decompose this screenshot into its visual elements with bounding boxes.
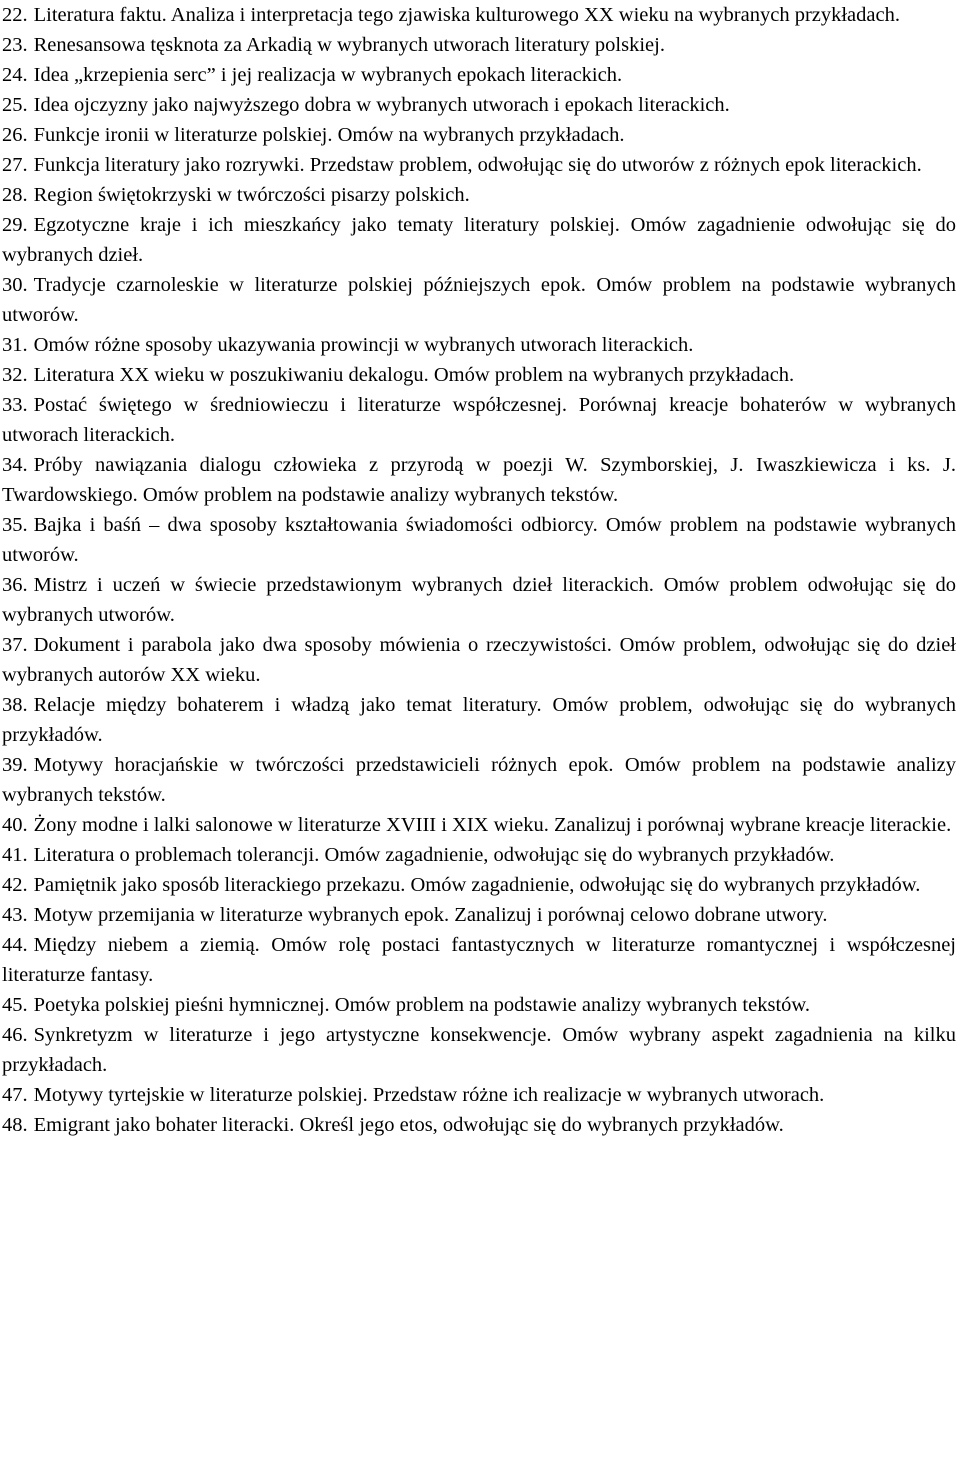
list-item bbox=[2, 1110, 956, 1140]
item-number: 42. bbox=[2, 874, 28, 896]
list-item bbox=[2, 150, 956, 180]
item-text: Literatura XX wieku w poszukiwaniu dekalogu. Omów problem na wybranych przykładach. bbox=[33, 364, 795, 386]
list-item bbox=[2, 570, 956, 630]
list-item bbox=[2, 810, 956, 840]
item-number: 22. bbox=[2, 4, 28, 26]
item-text: Idea ojczyzny jako najwyższego dobra w wybranych utworach i epokach literackich. bbox=[33, 94, 730, 116]
item-number: 34. bbox=[2, 454, 28, 476]
item-text: Mistrz i uczeń w świecie przedstawionym wybranych dzieł literackich. Omów problem odwołując się do wybranych utworów. bbox=[2, 574, 956, 626]
list-item bbox=[2, 90, 956, 120]
item-number: 48. bbox=[2, 1114, 28, 1136]
item-number: 47. bbox=[2, 1084, 28, 1106]
list-item bbox=[2, 1080, 956, 1110]
list-item bbox=[2, 840, 956, 870]
item-number: 23. bbox=[2, 34, 28, 56]
list-item bbox=[2, 270, 956, 330]
item-number: 45. bbox=[2, 994, 28, 1016]
item-text: Idea „krzepienia serc” i jej realizacja w wybranych epokach literackich. bbox=[33, 64, 623, 86]
item-number: 28. bbox=[2, 184, 28, 206]
item-text: Synkretyzm w literaturze i jego artystyczne konsekwencje. Omów wybrany aspekt zagadnienia na kilku przykładach. bbox=[2, 1024, 956, 1076]
item-text: Emigrant jako bohater literacki. Określ jego etos, odwołując się do wybranych przykładów. bbox=[33, 1114, 784, 1136]
item-number: 35. bbox=[2, 514, 28, 536]
item-number: 27. bbox=[2, 154, 28, 176]
item-number: 24. bbox=[2, 64, 28, 86]
item-text: Region świętokrzyski w twórczości pisarzy polskich. bbox=[33, 184, 470, 206]
list-item bbox=[2, 360, 956, 390]
item-number: 30. bbox=[2, 274, 28, 296]
item-number: 26. bbox=[2, 124, 28, 146]
list-item bbox=[2, 690, 956, 750]
list-item bbox=[2, 510, 956, 570]
list-item bbox=[2, 1020, 956, 1080]
item-text: Postać świętego w średniowieczu i literaturze współczesnej. Porównaj kreacje bohaterów w wybranych utworach literackich. bbox=[2, 394, 956, 446]
item-text: Funkcja literatury jako rozrywki. Przedstaw problem, odwołując się do utworów z różnych epok literackich. bbox=[33, 154, 922, 176]
item-text: Motywy tyrtejskie w literaturze polskiej. Przedstaw różne ich realizacje w wybranych utworach. bbox=[33, 1084, 825, 1106]
list-item bbox=[2, 630, 956, 690]
item-number: 32. bbox=[2, 364, 28, 386]
list-item bbox=[2, 0, 956, 30]
list-item bbox=[2, 900, 956, 930]
item-text: Bajka i baśń – dwa sposoby kształtowania świadomości odbiorcy. Omów problem na podstawie wybranych utworów. bbox=[2, 514, 956, 566]
item-text: Tradycje czarnoleskie w literaturze polskiej późniejszych epok. Omów problem na podstawie wybranych utworów. bbox=[2, 274, 956, 326]
item-number: 39. bbox=[2, 754, 28, 776]
list-item bbox=[2, 450, 956, 510]
item-text: Literatura faktu. Analiza i interpretacja tego zjawiska kulturowego XX wieku na wybranych przykładach. bbox=[33, 4, 900, 26]
list-item bbox=[2, 930, 956, 990]
item-text: Literatura o problemach tolerancji. Omów zagadnienie, odwołując się do wybranych przykładów. bbox=[33, 844, 835, 866]
list-item bbox=[2, 750, 956, 810]
list-item bbox=[2, 60, 956, 90]
list-item bbox=[2, 210, 956, 270]
item-text: Żony modne i lalki salonowe w literaturze XVIII i XIX wieku. Zanalizuj i porównaj wybrane kreacje literackie. bbox=[33, 814, 952, 836]
item-text: Próby nawiązania dialogu człowieka z przyrodą w poezji W. Szymborskiej, J. Iwaszkiewicza i ks. J. Twardowskiego. Omów problem na podstawie analizy wybranych tekstów. bbox=[2, 454, 956, 506]
item-number: 41. bbox=[2, 844, 28, 866]
item-number: 43. bbox=[2, 904, 28, 926]
list-item bbox=[2, 120, 956, 150]
item-text: Dokument i parabola jako dwa sposoby mówienia o rzeczywistości. Omów problem, odwołując się do dzieł wybranych autorów XX wieku. bbox=[2, 634, 956, 686]
list-item bbox=[2, 180, 956, 210]
list-item bbox=[2, 390, 956, 450]
item-number: 33. bbox=[2, 394, 28, 416]
item-number: 38. bbox=[2, 694, 28, 716]
item-text: Relacje między bohaterem i władzą jako temat literatury. Omów problem, odwołując się do wybranych przykładów. bbox=[2, 694, 956, 746]
item-number: 29. bbox=[2, 214, 28, 236]
item-number: 46. bbox=[2, 1024, 28, 1046]
item-number: 44. bbox=[2, 934, 28, 956]
item-number: 31. bbox=[2, 334, 28, 356]
topic-list bbox=[2, 0, 956, 1140]
item-text: Egzotyczne kraje i ich mieszkańcy jako tematy literatury polskiej. Omów zagadnienie odwołując się do wybranych dzieł. bbox=[2, 214, 956, 266]
list-item bbox=[2, 870, 956, 900]
list-item bbox=[2, 30, 956, 60]
item-number: 37. bbox=[2, 634, 28, 656]
item-number: 40. bbox=[2, 814, 28, 836]
item-text: Motyw przemijania w literaturze wybranych epok. Zanalizuj i porównaj celowo dobrane utwory. bbox=[33, 904, 828, 926]
item-number: 25. bbox=[2, 94, 28, 116]
item-number: 36. bbox=[2, 574, 28, 596]
item-text: Renesansowa tęsknota za Arkadią w wybranych utworach literatury polskiej. bbox=[33, 34, 665, 56]
item-text: Poetyka polskiej pieśni hymnicznej. Omów problem na podstawie analizy wybranych tekstów. bbox=[33, 994, 810, 1016]
item-text: Funkcje ironii w literaturze polskiej. Omów na wybranych przykładach. bbox=[33, 124, 625, 146]
list-item bbox=[2, 990, 956, 1020]
list-item bbox=[2, 330, 956, 360]
item-text: Omów różne sposoby ukazywania prowincji w wybranych utworach literackich. bbox=[33, 334, 694, 356]
item-text: Motywy horacjańskie w twórczości przedstawicieli różnych epok. Omów problem na podstawie analizy wybranych tekstów. bbox=[2, 754, 956, 806]
item-text: Między niebem a ziemią. Omów rolę postaci fantastycznych w literaturze romantycznej i współczesnej literaturze fantasy. bbox=[2, 934, 956, 986]
item-text: Pamiętnik jako sposób literackiego przekazu. Omów zagadnienie, odwołując się do wybranych przykładów. bbox=[33, 874, 921, 896]
